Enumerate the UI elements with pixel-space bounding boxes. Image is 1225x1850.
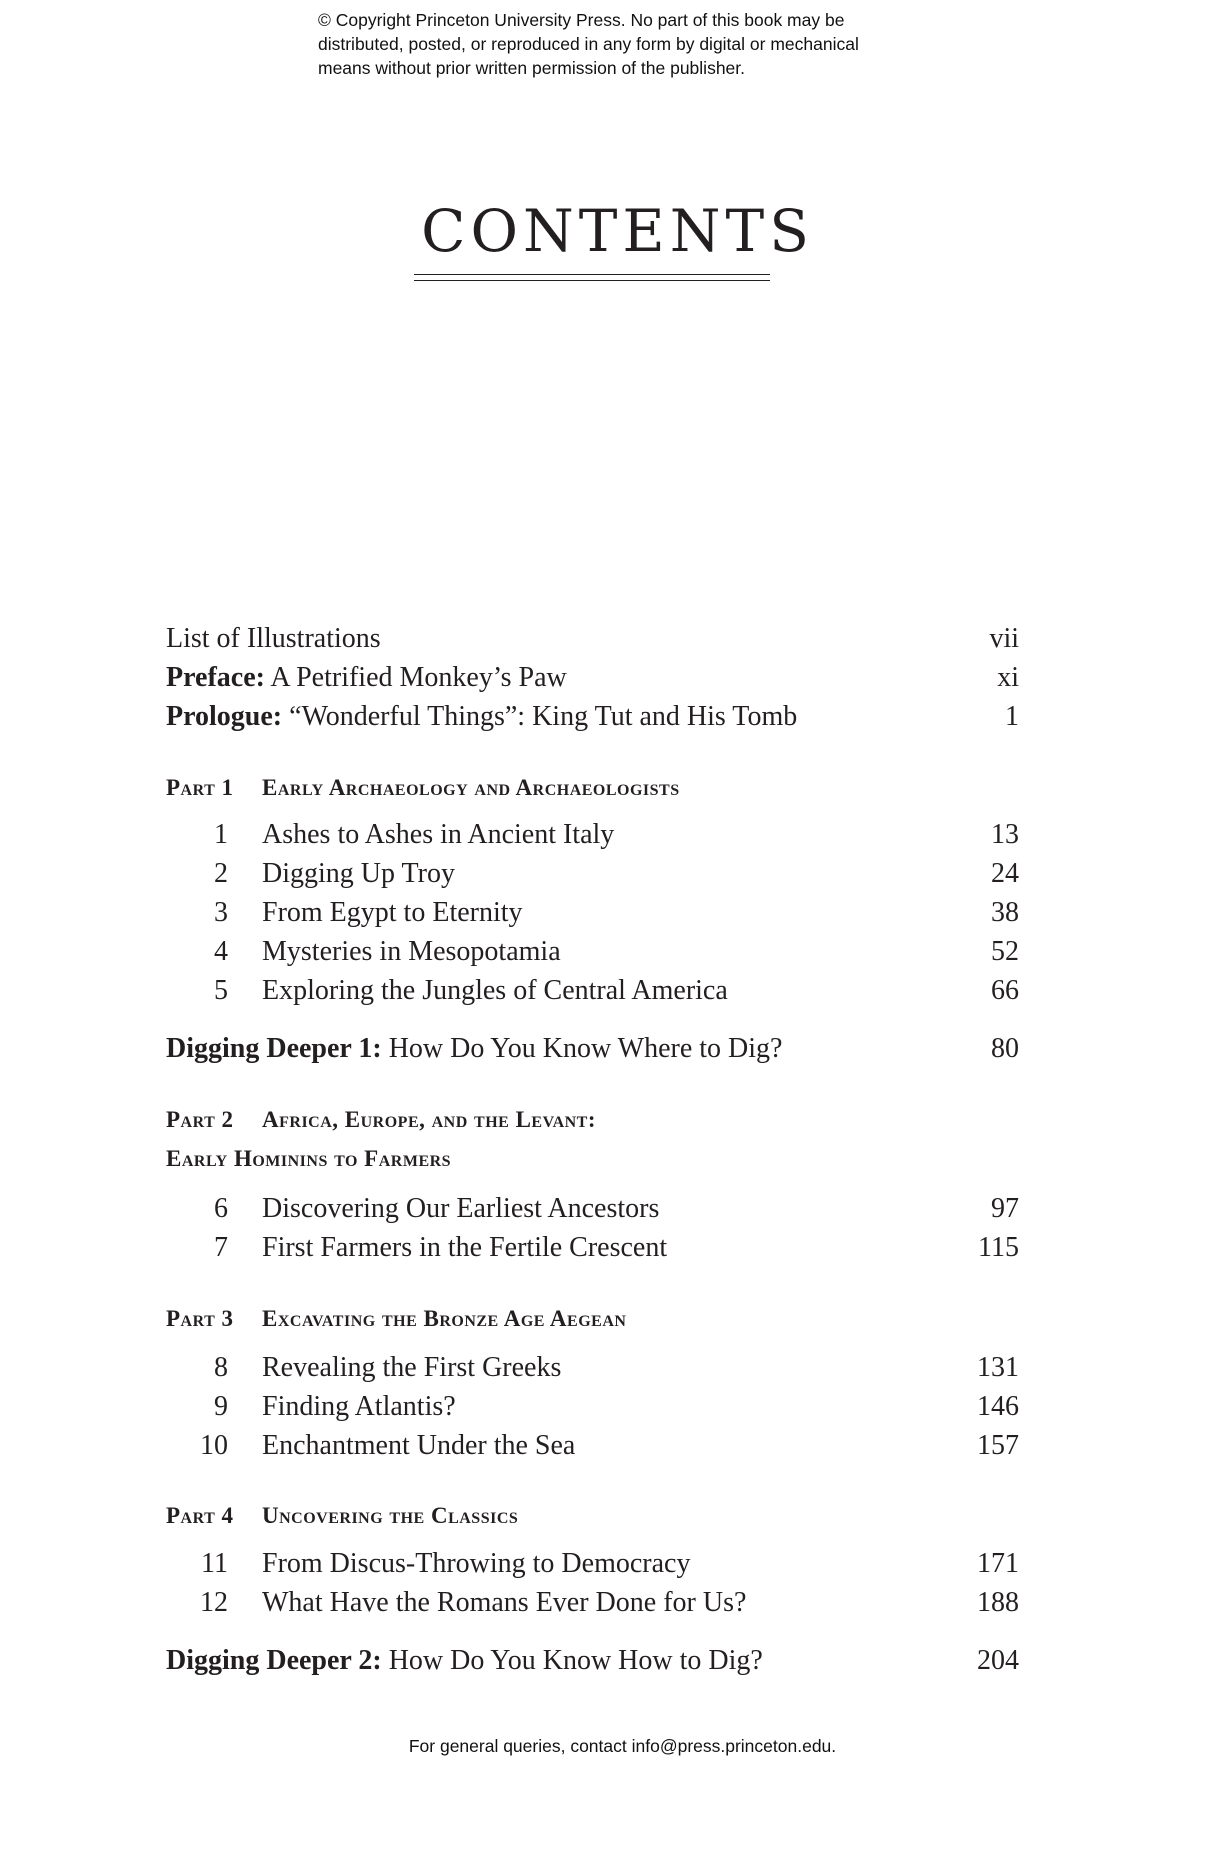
toc-chapter-row[interactable] bbox=[166, 855, 1019, 893]
chapter-page: 146 bbox=[977, 1391, 1019, 1422]
chapter-title: What Have the Romans Ever Done for Us? bbox=[262, 1587, 747, 1618]
toc-entry-title bbox=[166, 698, 797, 736]
chapter-page: 171 bbox=[977, 1548, 1019, 1579]
toc-chapter-row[interactable] bbox=[166, 1545, 1019, 1583]
chapter-page: 13 bbox=[991, 819, 1019, 850]
part-title: Early Hominins to Farmers bbox=[166, 1146, 452, 1171]
toc-chapter-row[interactable] bbox=[166, 933, 1019, 971]
toc-entry-page: 1 bbox=[1005, 701, 1019, 732]
chapter-page: 188 bbox=[977, 1587, 1019, 1618]
toc-chapter-row[interactable] bbox=[166, 894, 1019, 932]
chapter-title: Exploring the Jungles of Central America bbox=[262, 975, 728, 1006]
toc-entry-list-of-illustrations[interactable] bbox=[166, 620, 1019, 658]
chapter-page: 38 bbox=[991, 897, 1019, 928]
part-title: Africa, Europe, and the Levant: bbox=[262, 1107, 597, 1132]
toc-entry-text: “Wonderful Things”: King Tut and His Tomb bbox=[282, 701, 798, 732]
toc-entry-digging-deeper-1[interactable] bbox=[166, 1030, 1019, 1068]
chapter-title: From Egypt to Eternity bbox=[262, 897, 523, 928]
toc-entry-preface[interactable] bbox=[166, 659, 1019, 697]
chapter-title: Digging Up Troy bbox=[262, 858, 455, 889]
part-title: Early Archaeology and Archaeologists bbox=[262, 775, 680, 800]
chapter-number: 11 bbox=[201, 1548, 228, 1579]
chapter-title: Ashes to Ashes in Ancient Italy bbox=[262, 819, 615, 850]
copyright-line: means without prior written permission of the publisher. bbox=[318, 58, 746, 78]
part-heading-4 bbox=[166, 1497, 1019, 1535]
chapter-page: 66 bbox=[991, 975, 1019, 1006]
chapter-number: 8 bbox=[214, 1352, 228, 1383]
chapter-number: 6 bbox=[214, 1193, 228, 1224]
chapter-page: 97 bbox=[991, 1193, 1019, 1224]
toc-entry-title bbox=[166, 659, 567, 697]
toc-chapter-row[interactable] bbox=[166, 1427, 1019, 1465]
part-heading-2 bbox=[166, 1101, 1019, 1139]
toc-entry-label: Prologue: bbox=[166, 701, 283, 732]
toc-chapter-row[interactable] bbox=[166, 816, 1019, 854]
toc-entry-title bbox=[166, 1642, 763, 1680]
chapter-number: 5 bbox=[214, 975, 228, 1006]
chapter-page: 131 bbox=[977, 1352, 1019, 1383]
part-title: Excavating the Bronze Age Aegean bbox=[262, 1306, 627, 1331]
chapter-title: Revealing the First Greeks bbox=[262, 1352, 562, 1383]
chapter-title: First Farmers in the Fertile Crescent bbox=[262, 1232, 668, 1263]
toc-chapter-row[interactable] bbox=[166, 1349, 1019, 1387]
chapter-page: 157 bbox=[977, 1430, 1019, 1461]
toc-chapter-row[interactable] bbox=[166, 1584, 1019, 1622]
copyright-line: © Copyright Princeton University Press. No part of this book may be bbox=[318, 10, 845, 30]
toc-entry-page: 80 bbox=[991, 1033, 1019, 1064]
chapter-title: Enchantment Under the Sea bbox=[262, 1430, 576, 1461]
chapter-title: Finding Atlantis? bbox=[262, 1391, 456, 1422]
toc-entry-prologue[interactable] bbox=[166, 698, 1019, 736]
chapter-page: 115 bbox=[978, 1232, 1019, 1263]
toc-entry-label: Preface: bbox=[166, 662, 265, 693]
part-label: Part 3 bbox=[166, 1306, 234, 1331]
toc-entry-text: How Do You Know Where to Dig? bbox=[381, 1033, 783, 1064]
chapter-number: 1 bbox=[214, 819, 228, 850]
part-label: Part 2 bbox=[166, 1107, 234, 1132]
copyright-line: distributed, posted, or reproduced in any form by digital or mechanical bbox=[318, 34, 859, 54]
toc-entry-title: List of Illustrations bbox=[166, 623, 381, 654]
toc-entry-label: Digging Deeper 1: bbox=[166, 1033, 382, 1064]
toc-entry-title bbox=[166, 1030, 782, 1068]
chapter-page: 52 bbox=[991, 936, 1019, 967]
toc-entry-page: vii bbox=[989, 623, 1019, 654]
chapter-number: 10 bbox=[200, 1430, 228, 1461]
chapter-number: 7 bbox=[214, 1232, 228, 1263]
toc-chapter-row[interactable] bbox=[166, 1190, 1019, 1228]
part-title: Uncovering the Classics bbox=[262, 1503, 519, 1528]
chapter-number: 2 bbox=[214, 858, 228, 889]
chapter-title: Discovering Our Earliest Ancestors bbox=[262, 1193, 660, 1224]
toc-entry-page: 204 bbox=[977, 1645, 1019, 1676]
toc-chapter-row[interactable] bbox=[166, 972, 1019, 1010]
chapter-number: 12 bbox=[200, 1587, 228, 1618]
chapter-page: 24 bbox=[991, 858, 1019, 889]
toc-chapter-row[interactable] bbox=[166, 1388, 1019, 1426]
chapter-number: 9 bbox=[214, 1391, 228, 1422]
page-title: CONTENTS bbox=[421, 197, 814, 265]
part-label: Part 1 bbox=[166, 775, 234, 800]
part-heading-2-continued bbox=[166, 1140, 1019, 1178]
chapter-number: 3 bbox=[214, 897, 228, 928]
part-label: Part 4 bbox=[166, 1503, 234, 1528]
toc-entry-text: A Petrified Monkey’s Paw bbox=[264, 662, 567, 693]
part-heading-1 bbox=[166, 769, 1019, 807]
footer-contact: For general queries, contact info@press.princeton.edu. bbox=[408, 1736, 837, 1756]
part-heading-3 bbox=[166, 1300, 1019, 1338]
toc-entry-text: How Do You Know How to Dig? bbox=[381, 1645, 763, 1676]
toc-entry-label: Digging Deeper 2: bbox=[166, 1645, 382, 1676]
toc-entry-page: xi bbox=[997, 662, 1019, 693]
chapter-number: 4 bbox=[214, 936, 228, 967]
chapter-title: From Discus-Throwing to Democracy bbox=[262, 1548, 691, 1579]
toc-chapter-row[interactable] bbox=[166, 1229, 1019, 1267]
toc-entry-digging-deeper-2[interactable] bbox=[166, 1642, 1019, 1680]
chapter-title: Mysteries in Mesopotamia bbox=[262, 936, 561, 967]
